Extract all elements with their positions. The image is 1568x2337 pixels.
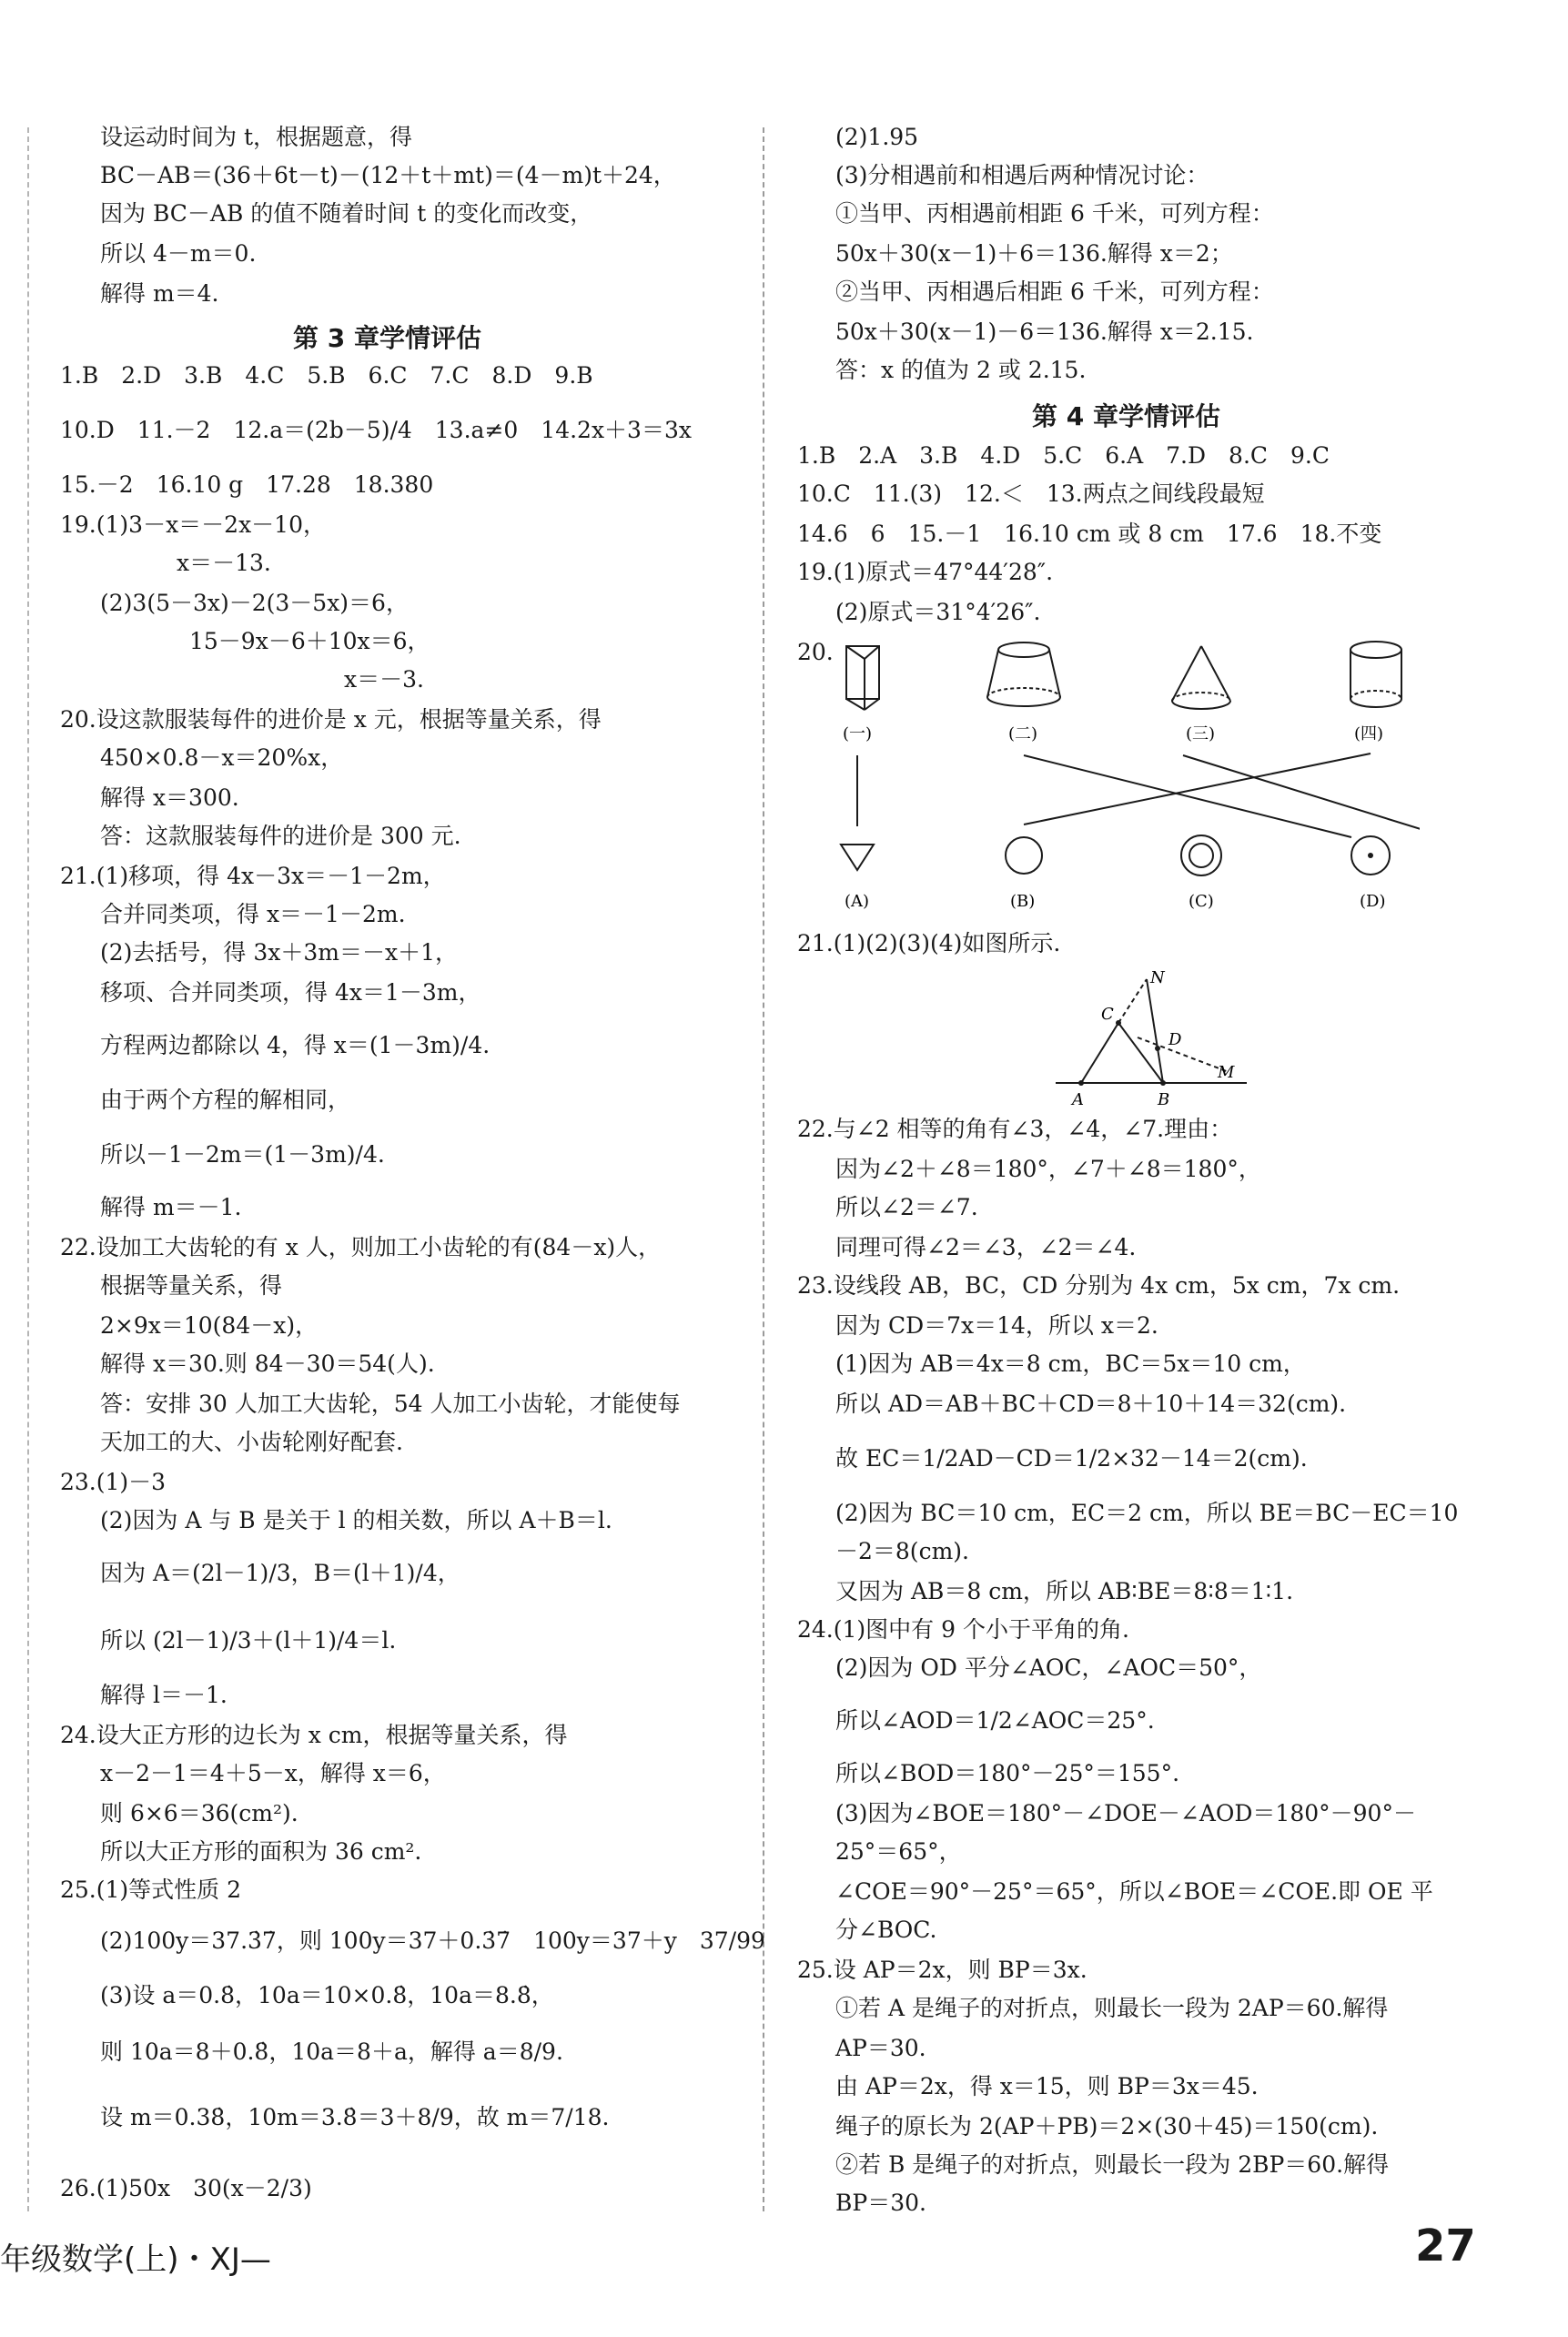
- chapter-4-heading: 第 4 章学情评估: [1032, 401, 1220, 431]
- label-b: (B): [1010, 892, 1036, 911]
- text-line: 答：x 的值为 2 或 2.15.: [835, 357, 1087, 383]
- triangle-view-icon: [841, 845, 874, 870]
- answer-line: 方程两边都除以 4，得 x＝(1－3m)/4.: [100, 1032, 491, 1058]
- text-line: 设运动时间为 t，根据题意，得: [100, 124, 412, 150]
- circle-view-icon: [1006, 837, 1042, 874]
- answer-line: 1.B 2.D 3.B 4.C 5.B 6.C 7.C 8.D 9.B: [60, 362, 593, 389]
- answer-line: 故 EC＝1/2AD－CD＝1/2×32－14＝2(cm).: [835, 1445, 1308, 1472]
- solids-matching-figure: [819, 628, 1420, 928]
- point-c-label: C: [1101, 1005, 1114, 1024]
- answer-line: 根据等量关系，得: [100, 1272, 283, 1299]
- point-m-label: M: [1218, 1063, 1235, 1082]
- left-margin-rule: [27, 127, 29, 2211]
- answer-line: (1)因为 AB＝4x＝8 cm，BC＝5x＝10 cm，: [835, 1351, 1306, 1377]
- cone-icon: [1172, 646, 1230, 709]
- answer-line: 答：这款服装每件的进价是 300 元.: [100, 823, 461, 849]
- text-line: BC－AB＝(36＋6t－t)－(12＋t＋mt)＝(4－m)t＋24，: [100, 162, 676, 188]
- answer-line: ①若 A 是绳子的对折点，则最长一段为 2AP＝60.解得: [835, 1995, 1389, 2021]
- answer-line: 25.(1)等式性质 2: [60, 1877, 242, 1903]
- answer-line: 所以 (2l－1)/3＋(l＋1)/4＝l.: [100, 1627, 397, 1654]
- answer-line: 23.(1)－3: [60, 1469, 167, 1495]
- answer-line: 10.C 11.(3) 12.＜ 13.两点之间线段最短: [797, 481, 1265, 507]
- text-line: 解得 m＝4.: [100, 280, 219, 307]
- answer-line: 所以∠BOD＝180°－25°＝155°.: [835, 1760, 1180, 1786]
- answer-line: (3)设 a＝0.8̇，10a＝10×0.8̇，10a＝8.8̇，: [100, 1982, 554, 2008]
- point-n-label: N: [1150, 968, 1165, 987]
- cylinder-icon: [1351, 642, 1401, 707]
- answer-line: (2)因为 A 与 B 是关于 l 的相关数，所以 A＋B＝l.: [100, 1507, 612, 1533]
- text-line: 因为 BC－AB 的值不随着时间 t 的变化而改变，: [100, 200, 593, 227]
- answer-line: 15－9x－6＋10x＝6，: [189, 628, 430, 654]
- answer-line: ∠COE＝90°－25°＝65°，所以∠BOE＝∠COE.即 OE 平: [835, 1878, 1433, 1905]
- text-line: (3)分相遇前和相遇后两种情况讨论：: [835, 162, 1209, 188]
- answer-line: 所以 AD＝AB＋BC＋CD＝8＋10＋14＝32(cm).: [835, 1391, 1347, 1417]
- answer-line: 设 m＝0.38̇，10m＝3.8̇＝3＋8/9，故 m＝7/18.: [100, 2104, 610, 2130]
- answer-line: AP＝30.: [835, 2035, 926, 2061]
- label-2: (二): [1008, 724, 1038, 744]
- text-line: ①当甲、丙相遇前相距 6 千米，可列方程：: [835, 200, 1274, 227]
- answer-line: (2)100y＝37.3̇7̇，则 100y＝37＋0.3̇7̇ 100y＝37＋y 37/99: [100, 1927, 765, 1954]
- text-line: 所以 4－m＝0.: [100, 240, 257, 267]
- answer-line: 19.(1)3－x＝－2x－10，: [60, 511, 326, 538]
- answer-line: 同理可得∠2＝∠3，∠2＝∠4.: [835, 1234, 1137, 1260]
- answer-line: 分∠BOC.: [835, 1917, 937, 1943]
- text-line: (2)1.95: [835, 124, 919, 150]
- answer-line: 25°＝65°，: [835, 1838, 962, 1865]
- answer-line: 又因为 AB＝8 cm，所以 AB∶BE＝8∶8＝1∶1.: [835, 1578, 1294, 1604]
- point-b-label: B: [1158, 1090, 1170, 1109]
- answer-line: 25.设 AP＝2x，则 BP＝3x.: [797, 1957, 1087, 1983]
- answer-line: 因为∠2＋∠8＝180°，∠7＋∠8＝180°，: [835, 1156, 1261, 1182]
- answer-line: 合并同类项，得 x＝－1－2m.: [100, 901, 406, 927]
- answer-line: 21.(1)(2)(3)(4)如图所示.: [797, 930, 1061, 956]
- answer-line: 由 AP＝2x，得 x＝15，则 BP＝3x＝45.: [835, 2073, 1259, 2099]
- question-number: 20.: [797, 639, 834, 665]
- point-a-label: A: [1072, 1090, 1084, 1109]
- answer-line: (2)因为 OD 平分∠AOC，∠AOC＝50°，: [835, 1654, 1262, 1681]
- label-a: (A): [845, 892, 870, 911]
- text-line: 50x＋30(x－1)＋6＝136.解得 x＝2；: [835, 240, 1233, 267]
- answer-line: 解得 x＝300.: [100, 784, 239, 811]
- answer-line: (2)去括号，得 3x＋3m＝－x＋1，: [100, 939, 458, 966]
- answer-line: BP＝30.: [835, 2190, 926, 2216]
- answer-line: 1.B 2.A 3.B 4.D 5.C 6.A 7.D 8.C 9.C: [797, 442, 1330, 469]
- text-line: ②当甲、丙相遇后相距 6 千米，可列方程：: [835, 278, 1274, 305]
- answer-line: 则 6×6＝36(cm²).: [100, 1800, 298, 1826]
- answer-line: 15.－2 16.10 g 17.28 18.380: [60, 471, 434, 498]
- concentric-circles-view-icon: [1181, 835, 1221, 875]
- answer-line: 解得 l＝－1.: [100, 1682, 228, 1708]
- answer-line: 24.(1)图中有 9 个小于平角的角.: [797, 1616, 1129, 1643]
- answer-line: 所以大正方形的面积为 36 cm².: [100, 1838, 422, 1865]
- answer-line: x－2－1＝4＋5－x，解得 x＝6，: [100, 1760, 446, 1786]
- answer-line: 24.设大正方形的边长为 x cm，根据等量关系，得: [60, 1722, 568, 1748]
- label-c: (C): [1189, 892, 1214, 911]
- triangular-prism-icon: [846, 646, 879, 710]
- answer-line: x＝－13.: [177, 550, 271, 576]
- answer-line: 23.设线段 AB，BC，CD 分别为 4x cm，5x cm，7x cm.: [797, 1272, 1401, 1299]
- answer-line: 19.(1)原式＝47°44′28″.: [797, 559, 1054, 585]
- answer-line: 2×9x＝10(84－x)，: [100, 1312, 319, 1339]
- column-divider: [763, 127, 764, 2211]
- answer-line: 21.(1)移项，得 4x－3x＝－1－2m，: [60, 863, 446, 889]
- label-1: (一): [843, 724, 873, 744]
- answer-line: 绳子的原长为 2(AP＋PB)＝2×(30＋45)＝150(cm).: [835, 2113, 1379, 2140]
- answer-line: 答：安排 30 人加工大齿轮，54 人加工小齿轮，才能使每: [100, 1391, 681, 1417]
- answer-line: 天加工的大、小齿轮刚好配套.: [100, 1429, 403, 1455]
- label-3: (三): [1186, 724, 1216, 744]
- answer-line: －2＝8(cm).: [835, 1538, 969, 1564]
- answer-line: ②若 B 是绳子的对折点，则最长一段为 2BP＝60.解得: [835, 2151, 1390, 2178]
- geometry-figure-21: [1047, 965, 1265, 1110]
- answer-line: 14.6 6 15.－1 16.10 cm 或 8 cm 17.6 18.不变: [797, 521, 1382, 547]
- answer-line: 所以－1－2m＝(1－3m)/4.: [100, 1141, 385, 1168]
- answer-line: 所以∠2＝∠7.: [835, 1194, 978, 1220]
- answer-line: 解得 x＝30.则 84－30＝54(人).: [100, 1351, 435, 1377]
- chapter-3-heading: 第 3 章学情评估: [293, 323, 481, 353]
- frustum-icon: [987, 642, 1060, 706]
- answer-line: 解得 m＝－1.: [100, 1194, 242, 1220]
- label-4: (四): [1354, 724, 1384, 744]
- answer-line: (3)因为∠BOE＝180°－∠DOE－∠AOD＝180°－90°－: [835, 1800, 1416, 1826]
- page-number: 27: [1415, 2221, 1476, 2271]
- point-d-label: D: [1168, 1030, 1182, 1049]
- text-line: 50x＋30(x－1)－6＝136.解得 x＝2.15.: [835, 319, 1254, 345]
- answer-line: 因为 CD＝7x＝14，所以 x＝2.: [835, 1312, 1158, 1339]
- answer-line: 10.D 11.－2 12.a＝(2b－5)/4 13.a≠0 14.2x＋3＝3x: [60, 417, 692, 443]
- answer-line: 由于两个方程的解相同，: [100, 1087, 351, 1113]
- answer-line: 因为 A＝(2l－1)/3，B＝(l＋1)/4，: [100, 1560, 460, 1586]
- answer-line: x＝－3.: [344, 666, 424, 693]
- footer-course-label: 年级数学(上)・XJ—: [0, 2241, 271, 2278]
- answer-line: 22.与∠2 相等的角有∠3，∠4，∠7.理由：: [797, 1116, 1233, 1142]
- answer-line: 450×0.8－x＝20%x，: [100, 744, 344, 771]
- answer-line: (2)因为 BC＝10 cm，EC＝2 cm，所以 BE＝BC－EC＝10: [835, 1500, 1459, 1526]
- label-d: (D): [1360, 892, 1386, 911]
- answer-line: (2)原式＝31°4′26″.: [835, 599, 1041, 625]
- answer-line: 移项、合并同类项，得 4x＝1－3m，: [100, 979, 481, 1006]
- answer-line: 所以∠AOD＝1/2∠AOC＝25°.: [835, 1707, 1155, 1734]
- answer-line: 22.设加工大齿轮的有 x 人，则加工小齿轮的有(84－x)人，: [60, 1234, 662, 1260]
- answer-line: 20.设这款服装每件的进价是 x 元，根据等量关系，得: [60, 706, 602, 733]
- answer-line: 则 10a＝8＋0.8̇，10a＝8＋a，解得 a＝8/9.: [100, 2039, 563, 2065]
- answer-line: (2)3(5－3x)－2(3－5x)＝6，: [100, 590, 409, 616]
- answer-line: 26.(1)50x 30(x－2/3): [60, 2175, 312, 2201]
